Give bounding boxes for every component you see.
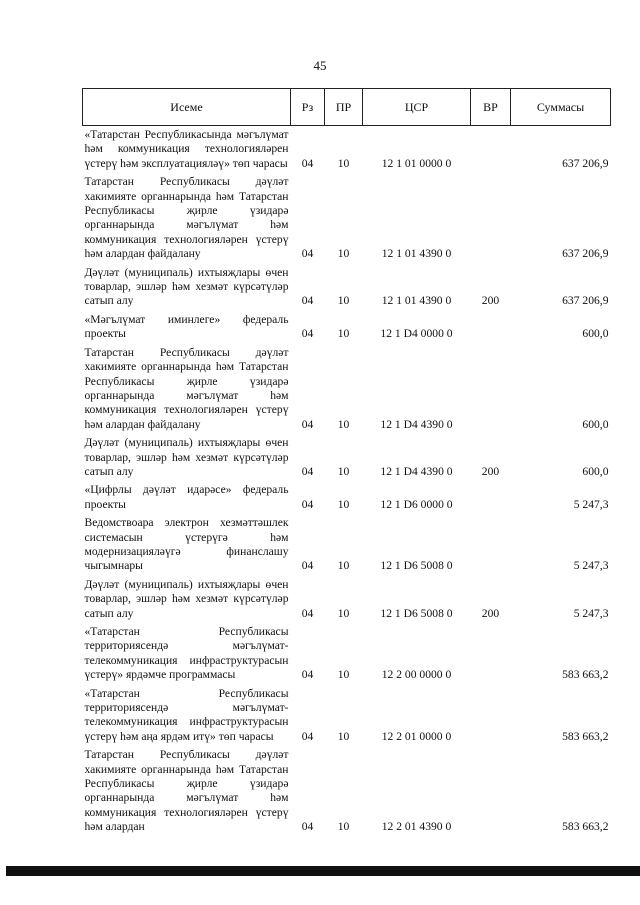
row-rz-cell: 04 <box>301 327 314 341</box>
row-csr-cell: 12 2 01 4390 0 <box>381 820 452 834</box>
row-vr-cell <box>471 514 511 576</box>
row-csr-cell: 12 1 01 4390 0 <box>381 294 452 308</box>
row-vr-cell: 200 <box>481 606 500 620</box>
row-sum-cell: 583 663,2 <box>562 820 609 834</box>
row-csr-cell: 12 1 D4 0000 0 <box>380 327 453 341</box>
row-sum-cell: 600,0 <box>582 464 609 478</box>
header-sum: Суммасы <box>511 89 611 126</box>
row-name-cell: «Татарстан Республикасы территориясендә мәгълүмат-телекоммуникация инфраструктурасын үстерү һәм аңа ярдәм итү» төп чарасы <box>84 686 289 743</box>
row-sum-cell: 5 247,3 <box>573 559 609 573</box>
row-csr-cell: 12 1 01 0000 0 <box>381 156 452 170</box>
row-pr-cell: 10 <box>337 294 350 308</box>
row-vr-cell <box>471 311 511 344</box>
table-row <box>83 685 611 747</box>
row-csr-cell: 12 1 D6 0000 0 <box>380 497 453 511</box>
row-vr-cell <box>471 481 511 514</box>
row-pr-cell: 10 <box>337 417 350 431</box>
row-rz-cell: 04 <box>301 247 314 261</box>
row-rz-cell: 04 <box>301 729 314 743</box>
row-rz-cell: 04 <box>301 606 314 620</box>
row-sum-cell: 5 247,3 <box>573 497 609 511</box>
row-sum-cell: 5 247,3 <box>573 606 609 620</box>
table-row <box>83 623 611 685</box>
row-rz-cell: 04 <box>301 559 314 573</box>
row-sum-cell: 637 206,9 <box>562 294 609 308</box>
row-name-cell: Ведомствоара электрон хезмәттәшлек системасын үстерүгә һәм модернизацияләүгә финанслашу чыгымнары <box>84 516 289 573</box>
table-row <box>83 126 611 174</box>
row-rz-cell: 04 <box>301 156 314 170</box>
table-row <box>83 264 611 311</box>
row-vr-cell <box>471 344 511 434</box>
row-vr-cell <box>471 173 511 263</box>
row-csr-cell: 12 1 01 4390 0 <box>381 247 452 261</box>
header-name: Исеме <box>83 89 291 126</box>
row-rz-cell: 04 <box>301 497 314 511</box>
row-sum-cell: 583 663,2 <box>562 729 609 743</box>
row-pr-cell: 10 <box>337 559 350 573</box>
row-rz-cell: 04 <box>301 464 314 478</box>
row-vr-cell: 200 <box>481 294 500 308</box>
table-row <box>83 514 611 576</box>
table-row <box>83 576 611 623</box>
row-pr-cell: 10 <box>337 156 350 170</box>
row-csr-cell: 12 1 D6 5008 0 <box>380 606 453 620</box>
row-pr-cell: 10 <box>337 464 350 478</box>
row-name-cell: «Татарстан Республикасында мәгълүмат һәм коммуникация технологияләрен үстерү һәм эксплуатацияләү» төп чарасы <box>84 128 289 170</box>
row-rz-cell: 04 <box>301 294 314 308</box>
row-name-cell: Татарстан Республикасы дәүләт хакимияте органнарында һәм Татарстан Республикасы җирле үзидарә органнарында мәгълүмат һәм коммуникация технологияләрен үстерү һәм алардан файдалану <box>84 175 289 261</box>
row-pr-cell: 10 <box>337 729 350 743</box>
table-row <box>83 481 611 514</box>
header-csr: ЦСР <box>363 89 471 126</box>
table-header-row <box>83 89 611 126</box>
row-csr-cell: 12 2 00 0000 0 <box>381 668 452 682</box>
row-sum-cell: 600,0 <box>582 327 609 341</box>
row-name-cell: «Мәгълүмат иминлеге» федераль проекты <box>84 312 289 341</box>
table-row <box>83 173 611 263</box>
row-pr-cell: 10 <box>337 247 350 261</box>
table-row <box>83 311 611 344</box>
row-pr-cell: 10 <box>337 820 350 834</box>
table-row <box>83 344 611 434</box>
row-sum-cell: 583 663,2 <box>562 668 609 682</box>
row-vr-cell <box>471 126 511 174</box>
row-pr-cell: 10 <box>337 327 350 341</box>
row-rz-cell: 04 <box>301 417 314 431</box>
row-csr-cell: 12 1 D4 4390 0 <box>380 417 453 431</box>
row-name-cell: «Татарстан Республикасы территориясендә мәгълүмат-телекоммуникация инфраструктурасын үстерү» ярдәмче программасы <box>84 625 289 682</box>
scan-edge-bar <box>6 866 640 876</box>
page-number: 45 <box>313 58 327 73</box>
row-rz-cell: 04 <box>301 820 314 834</box>
row-name-cell: Татарстан Республикасы дәүләт хакимияте органнарында һәм Татарстан Республикасы җирле үзидарә органнарында мәгълүмат һәм коммуникация технологияләрен үстерү һәм алардан файдалану <box>84 345 289 431</box>
row-vr-cell: 200 <box>481 464 500 478</box>
row-pr-cell: 10 <box>337 497 350 511</box>
header-rz: Рз <box>291 89 325 126</box>
row-name-cell: «Цифрлы дәүләт идарәсе» федераль проекты <box>84 483 289 511</box>
row-pr-cell: 10 <box>337 668 350 682</box>
budget-table <box>82 88 611 837</box>
row-vr-cell <box>471 746 511 836</box>
row-name-cell: Дәүләт (муниципаль) ихтыяҗлары өчен товарлар, эшләр һәм хезмәт күрсәтүләр сатып алу <box>84 436 289 478</box>
row-sum-cell: 600,0 <box>582 417 609 431</box>
row-sum-cell: 637 206,9 <box>562 156 609 170</box>
row-vr-cell <box>471 623 511 685</box>
row-csr-cell: 12 1 D6 5008 0 <box>380 559 453 573</box>
table-row <box>83 746 611 836</box>
row-csr-cell: 12 2 01 0000 0 <box>381 729 452 743</box>
row-csr-cell: 12 1 D4 4390 0 <box>380 464 453 478</box>
row-rz-cell: 04 <box>301 668 314 682</box>
header-pr: ПР <box>325 89 363 126</box>
row-name-cell: Дәүләт (муниципаль) ихтыяҗлары өчен товарлар, эшләр һәм хезмәт күрсәтүләр сатып алу <box>84 265 289 308</box>
table-row <box>83 434 611 481</box>
row-sum-cell: 637 206,9 <box>562 247 609 261</box>
row-name-cell: Дәүләт (муниципаль) ихтыяҗлары өчен товарлар, эшләр һәм хезмәт күрсәтүләр сатып алу <box>84 577 289 620</box>
budget-table-container <box>82 88 610 837</box>
row-pr-cell: 10 <box>337 606 350 620</box>
row-vr-cell <box>471 685 511 747</box>
row-name-cell: Татарстан Республикасы дәүләт хакимияте органнарында һәм Татарстан Республикасы җирле үзидарә органнарында мәгълүмат һәм коммуникация технологияләрен үстерү һәм алардан <box>84 748 289 834</box>
header-vr: ВР <box>471 89 511 126</box>
table-body <box>83 126 611 837</box>
